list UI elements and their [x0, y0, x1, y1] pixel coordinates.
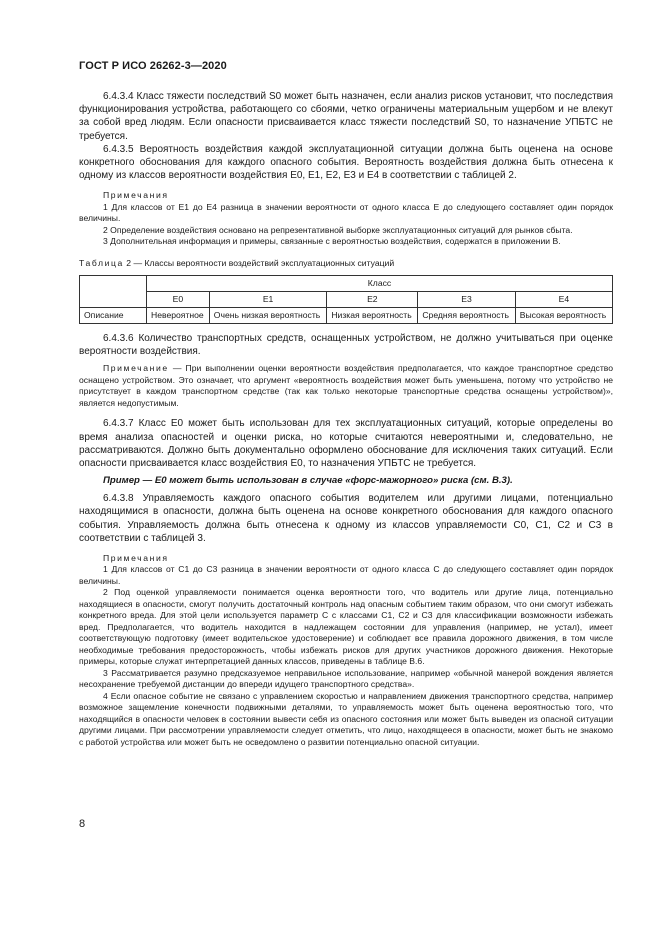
table-cell: Низкая вероятность: [327, 307, 418, 323]
paragraph-6436: 6.4.3.6 Количество транспортных средств, оснащенных устройством, не должно учитываться при оценке вероятности воздействия.: [79, 332, 613, 358]
note-item: 4 Если опасное событие не связано с управлением скоростью и направлением движения транспортного средства, например возможное защемление конечности подвижными деталями, то управляемость может быть оценена вероятностью того, что находящийся в опасности человек в состоянии вывести себя из опасного состояния или может быть выведен из опасной ситуации другими лицами. При рассмотрении управляемости следует отметить, что лицо, находящееся в опасности, может быть не знакомо с работой устройства или может быть не осведомлено о развитии потенциально опасной ситуации.: [79, 690, 613, 747]
table-cell: Очень низкая вероятность: [209, 307, 327, 323]
note-item: 2 Под оценкой управляемости понимается оценка вероятности того, что водитель или другие лица, потенциально находящиеся в опасности, смогут получить достаточный контроль над опасным событием таким образом, что они смогут избежать конкретного вреда. Для этой цели используется параметр C с классами C1, C2 и C3 для классификации возможности избежать вред. Предполагается, что водитель находится в надлежащем состоянии для управления (например, не устал), имеет соответствующую подготовку (имеет водительское удостоверение) и соблюдает все правила дорожного движения, в том числе необходимые требования предосторожность, чтобы избежать рисков для других участников дорожного движения. Некоторые примеры, которые служат интерпретацией данных классов, приведены в таблице B.6.: [79, 587, 613, 667]
note-item: 3 Рассматривается разумно предсказуемое неправильное использование, например «обычной манерой вождения является несохранение требуемой дистанции до впереди идущего транспортного средства».: [79, 667, 613, 690]
notes-heading: Примечания: [103, 190, 169, 201]
table-column-header: E2: [327, 291, 418, 307]
paragraph-6437: 6.4.3.7 Класс E0 может быть использован для тех эксплуатационных ситуаций, которые определены во время анализа опасностей и оценки риска, но которые считаются невероятными и, следовательно, не рассматриваются. Должно быть документально оформлено обоснование для исключения таких ситуаций. Если опасности присваивается класс воздействия E0, то назначения УПБТС не требуется.: [79, 418, 613, 469]
table-caption: [79, 258, 613, 269]
table-caption-text: 2 — Классы вероятности воздействий эксплуатационных ситуаций: [126, 257, 395, 268]
single-note: [79, 363, 613, 409]
single-note-label: Примечание: [103, 363, 169, 374]
notes-heading: Примечания: [103, 552, 169, 563]
table-row-label: Описание: [80, 307, 147, 323]
single-note-text: — При выполнении оценки вероятности воздействия предполагается, что каждое транспортное средство оснащено устройством. Это означает, что аргумент «вероятность воздействия может быть уменьшена, потому что устройство не присутствует в каждом транспортном средстве (так как только некоторые транспортные средства оснащены устройством)», является недопустимым.: [79, 363, 614, 408]
table-cell: Средняя вероятность: [418, 307, 515, 323]
exposure-classes-table: [79, 275, 613, 324]
note-item: 3 Дополнительная информация и примеры, связанные с вероятностью воздействия, содержатся в приложении B.: [103, 236, 561, 247]
paragraph-6434: 6.4.3.4 Класс тяжести последствий S0 может быть назначен, если анализ рисков установит, что последствия функционирования устройства, работающего со сбоями, четко ограничены материальным ущербом и не влекут за собой вред людям. Если опасности присваивается класс тяжести последствий S0, то назначение УПБТС не требуется.: [79, 91, 613, 142]
paragraph-6435: 6.4.3.5 Вероятность воздействия каждой эксплуатационной ситуации должна быть оценена на основе конкретного обоснования для каждого опасного события. Вероятность воздействия должна быть отнесена к одному из классов вероятности воздействия E0, E1, E2, E3 и E4 в соответствии с таблицей 2.: [79, 143, 613, 182]
table-group-header: Класс: [147, 275, 613, 291]
table-column-header: E4: [515, 291, 612, 307]
note-item: 2 Определение воздействия основано на репрезентативной выборке эксплуатационных ситуаций для рынков сбыта.: [103, 224, 573, 235]
table-cell: Высокая вероятность: [515, 307, 612, 323]
page-content: [79, 90, 613, 748]
table-corner-cell: [80, 275, 147, 307]
table-caption-prefix: Таблица: [79, 257, 124, 268]
table-column-header: E1: [209, 291, 327, 307]
page-header: ГОСТ Р ИСО 26262-3—2020: [79, 60, 227, 72]
table-cell: Невероятное: [147, 307, 210, 323]
table-column-header: E0: [147, 291, 210, 307]
example-text: Пример — E0 может быть использован в случае «форс-мажорного» риска (см. B.3).: [103, 475, 513, 487]
page-number: 8: [79, 818, 86, 830]
note-item: 1 Для классов от E1 до E4 разница в значении вероятности от одного класса E до следующего составляет один порядок величины.: [79, 201, 613, 224]
table-column-header: E3: [418, 291, 515, 307]
paragraph-6438: 6.4.3.8 Управляемость каждого опасного события водителем или другими лицами, потенциально находящимися в опасности, должна быть оценена на основе конкретного обоснования для каждого опасного события. Управляемость должна быть отнесена к одному из классов управляемости C0, C1, C2 и C3 в соответствии с таблицей 3.: [79, 493, 613, 544]
table-row: [80, 307, 613, 323]
note-item: 1 Для классов от C1 до C3 разница в значении вероятности от одного класса C до следующего составляет один порядок величины.: [79, 564, 613, 586]
